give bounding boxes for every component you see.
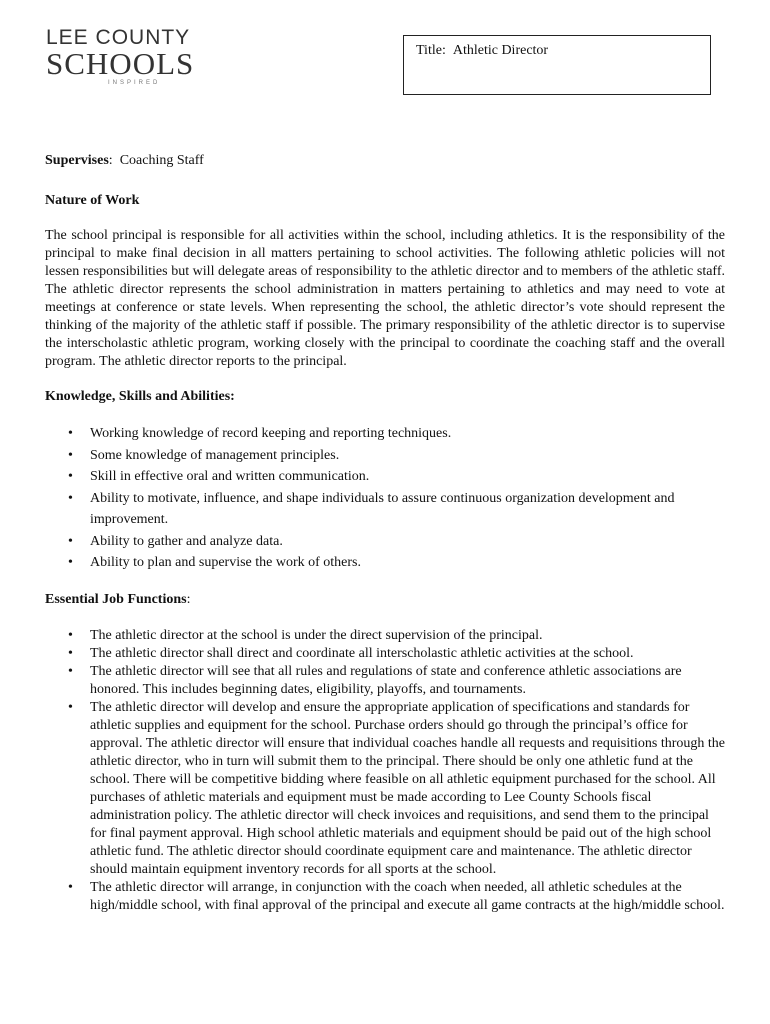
list-item	[45, 466, 725, 488]
supervises-value: Coaching Staff	[119, 153, 204, 168]
list-item-text: The athletic director at the school is under the direct supervision of the principal.	[90, 627, 543, 643]
bullet-icon: •	[68, 879, 73, 895]
logo-line-1: LEE COUNTY	[46, 26, 191, 49]
list-item-text: Ability to gather and analyze data.	[90, 533, 283, 549]
bullet-icon: •	[68, 426, 73, 441]
nature-of-work-heading: Nature of Work	[45, 193, 140, 208]
bullet-icon: •	[68, 447, 73, 463]
list-item	[45, 423, 725, 445]
bullet-icon: •	[68, 469, 73, 484]
logo-tagline: INSPIRED	[108, 80, 161, 86]
bullet-icon: •	[68, 490, 73, 506]
list-item-text: Ability to plan and supervise the work of others.	[90, 555, 362, 570]
bullet-icon: •	[68, 533, 73, 549]
bullet-icon: •	[68, 663, 73, 679]
ksa-list	[45, 423, 725, 574]
list-item	[45, 663, 725, 699]
list-item	[45, 445, 725, 467]
ejf-heading: Essential Job Functions	[45, 591, 187, 607]
ejf-heading-line: Essential Job Functions:	[45, 591, 191, 607]
list-item	[45, 488, 725, 531]
document-body	[45, 152, 725, 915]
list-item-text: The athletic director shall direct and coordinate all interscholastic athletic activities at the school.	[90, 645, 634, 661]
ejf-list	[45, 627, 725, 915]
bullet-icon: •	[68, 627, 73, 643]
title-label: Title:	[416, 43, 446, 58]
logo-line-2: SCHOOLS	[46, 46, 195, 81]
list-item	[45, 531, 725, 553]
list-item	[45, 699, 725, 879]
bullet-icon: •	[68, 645, 73, 661]
ksa-heading: Knowledge, Skills and Abilities:	[45, 389, 235, 404]
list-item-text: Working knowledge of record keeping and reporting techniques.	[90, 426, 452, 441]
title-value: Athletic Director	[452, 43, 549, 58]
list-item	[45, 627, 725, 645]
list-item	[45, 879, 725, 915]
bullet-icon: •	[68, 699, 73, 715]
nature-of-work-paragraph: The school principal is responsible for all activities within the school, including athletics. It is the responsibility of the principal to make final decision in all matters pertaining to school activities. The following athletic policies will not lessen responsibilities but will delegate areas of responsibility to the athletic director and to members of the athletic staff. The athletic director represents the school administration in matters pertaining to athletics and may need to vote at meetings at conference or state levels. When representing the school, the athletic director’s vote should represent the thinking of the majority of the athletic staff if possible. The primary responsibility of the athletic director is to supervise the interscholastic athletic program, working closely with the principal to coordinate the coaching staff and the overall program. The athletic director reports to the principal.	[45, 228, 725, 369]
lee-county-schools-logo	[46, 27, 216, 89]
title-box	[403, 35, 711, 95]
list-item-text: Some knowledge of management principles.	[90, 447, 340, 463]
list-item-text: Ability to motivate, influence, and shape individuals to assure continuous organization development and improvement.	[90, 490, 675, 527]
list-item-text: The athletic director will develop and ensure the appropriate application of specifications and standards for athletic supplies and equipment for the school. Purchase orders should go through the principal’s office for approval. The athletic director will ensure that individual coaches handle all requests and requisitions through the athletic director, who in turn will submit them to the principal. There should be only one athletic fund at the school. There will be competitive bidding where feasible on all athletic equipment purchased for the school. All purchases of athletic materials and equipment must be made according to Lee County Schools fiscal administration policy. The athletic director will check invoices and requisitions, and send them to the principal for final payment approval. High school athletic materials and equipment should be paid out of the high school athletic fund. The athletic director should coordinate equipment care and maintenance. The athletic director should maintain equipment inventory records for all sports at the school.	[90, 699, 725, 877]
title-text	[416, 43, 548, 59]
list-item	[45, 552, 725, 574]
supervises-label: Supervises	[45, 153, 109, 168]
bullet-icon: •	[68, 555, 73, 570]
supervises-line: Supervises: Coaching Staff	[45, 153, 204, 168]
list-item	[45, 645, 725, 663]
list-item-text: Skill in effective oral and written communication.	[90, 469, 370, 484]
list-item-text: The athletic director will arrange, in conjunction with the coach when needed, all athletic schedules at the high/middle school, with final approval of the principal and execute all game contracts at the high/middle school.	[90, 879, 725, 913]
list-item-text: The athletic director will see that all rules and regulations of state and conference athletic associations are honored. This includes beginning dates, eligibility, playoffs, and tournaments.	[90, 663, 682, 697]
